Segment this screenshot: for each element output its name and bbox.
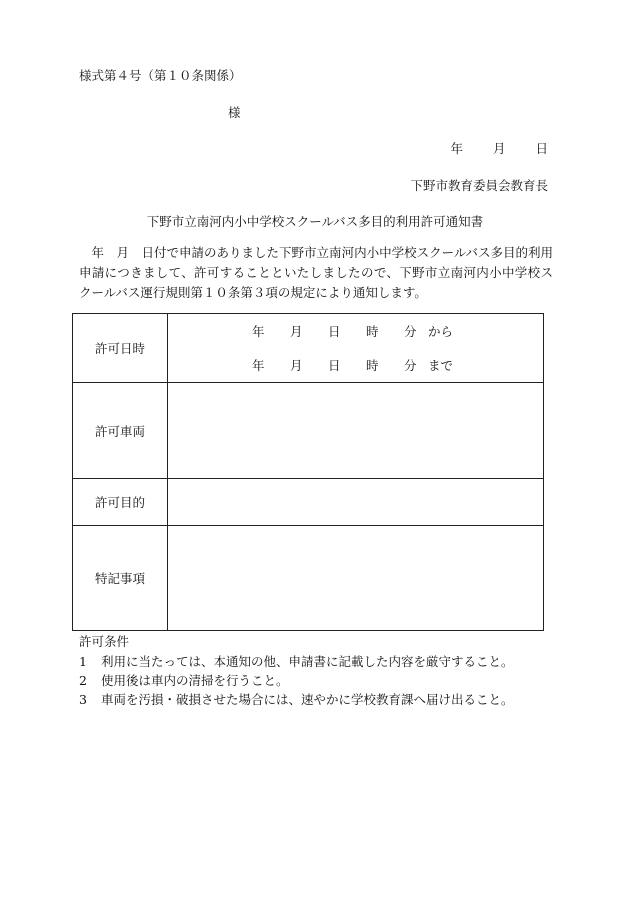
condition-item: [79, 671, 289, 689]
date-year: 年: [450, 141, 463, 156]
permit-datetime-cell: [168, 314, 544, 383]
condition-number: 2: [79, 673, 87, 688]
document-title: 下野市立南河内小中学校スクールバス多目的利用許可通知書: [146, 214, 484, 229]
issue-date: [450, 139, 548, 157]
permit-table: [72, 313, 544, 631]
date-month: 月: [492, 141, 506, 156]
condition-text: 使用後は車内の清掃を行うこと。: [101, 673, 289, 688]
conditions-title: 許可条件: [79, 634, 130, 649]
from-year: 年: [252, 324, 265, 339]
from-minute: 分: [404, 324, 417, 339]
datetime-until: [168, 348, 543, 382]
from-hour: 時: [366, 324, 379, 339]
condition-number: 3: [79, 692, 87, 707]
from-month: 月: [290, 324, 303, 339]
datetime-from: [168, 314, 543, 348]
until-month: 月: [290, 358, 303, 373]
addressee-suffix: 様: [228, 105, 241, 120]
table-row: [73, 479, 544, 526]
table-row: [73, 383, 544, 479]
purpose-label: 許可目的: [73, 479, 168, 526]
condition-text: 利用に当たっては、本通知の他、申請書に記載した内容を厳守すること。: [101, 654, 514, 669]
permit-datetime-label: 許可日時: [73, 314, 168, 383]
date-day: 日: [535, 141, 548, 156]
body-text: 年 月 日付で申請のありました下野市立南河内小中学校スクールバス多目的利用申請につきまして、許可することといたしましたので、下野市立南河内小中学校スクールバス運行規則第１０条第３項の規定により通知します。: [79, 245, 553, 300]
condition-item: [79, 690, 514, 708]
condition-number: 1: [79, 654, 87, 669]
purpose-field[interactable]: [168, 479, 544, 526]
until-label: まで: [428, 358, 454, 373]
until-hour: 時: [366, 358, 379, 373]
until-year: 年: [252, 358, 265, 373]
condition-item: [79, 652, 514, 670]
until-day: 日: [328, 358, 341, 373]
remarks-label: 特記事項: [73, 526, 168, 631]
condition-text: 車両を汚損・破損させた場合には、速やかに学校教育課へ届け出ること。: [101, 692, 514, 707]
until-minute: 分: [404, 358, 417, 373]
vehicle-label: 許可車両: [73, 383, 168, 479]
form-number: 様式第４号（第１０条関係）: [79, 68, 242, 83]
table-row: [73, 314, 544, 383]
issuer: 下野市教育委員会教育長: [410, 178, 548, 193]
from-day: 日: [328, 324, 341, 339]
remarks-field[interactable]: [168, 526, 544, 631]
table-row: [73, 526, 544, 631]
vehicle-field[interactable]: [168, 383, 544, 479]
from-label: から: [428, 324, 454, 339]
